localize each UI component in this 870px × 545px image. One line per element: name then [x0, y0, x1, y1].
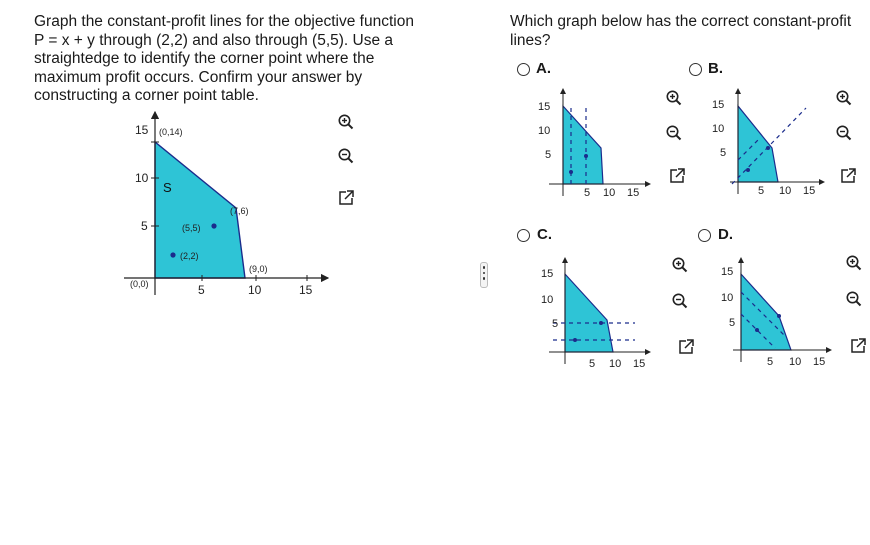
option-d-label: D. — [718, 226, 733, 243]
y-tick-10: 10 — [135, 171, 149, 185]
option-c-popout-button[interactable] — [676, 337, 696, 357]
prompt-line-2: lines? — [510, 31, 551, 49]
x-tick-15: 15 — [299, 283, 313, 297]
option-c-y-tick-15: 15 — [541, 268, 554, 280]
option-a-y-tick-5: 5 — [545, 149, 552, 161]
question-line-5: constructing a corner point table. — [34, 87, 259, 105]
option-d-x-tick-5: 5 — [767, 356, 774, 368]
pane-splitter-handle[interactable] — [480, 262, 488, 288]
prompt-text — [510, 13, 851, 50]
popout-icon — [676, 337, 696, 357]
option-c-x-tick-10: 10 — [609, 358, 622, 370]
option-c-zoom-out-button[interactable] — [670, 291, 690, 311]
main-zoom-out-button[interactable] — [336, 146, 356, 166]
popout-icon — [336, 188, 356, 208]
region-label: S — [163, 180, 172, 195]
option-d-y-tick-15: 15 — [721, 266, 734, 278]
option-a-y-tick-15: 15 — [538, 101, 551, 113]
main-graph — [110, 100, 340, 300]
question-line-3: straightedge to identify the corner point where the — [34, 50, 375, 68]
zoom-out-icon — [336, 146, 356, 166]
option-b-x-tick-10: 10 — [779, 185, 792, 197]
point-label-5-5: (5,5) — [182, 223, 201, 233]
option-b-popout-button[interactable] — [838, 166, 858, 186]
zoom-out-icon — [664, 123, 684, 143]
x-tick-10: 10 — [248, 283, 262, 297]
option-a-radio[interactable] — [517, 63, 530, 76]
point-label-2-2: (2,2) — [180, 251, 199, 261]
option-b-y-tick-15: 15 — [712, 99, 725, 111]
option-c-label: C. — [537, 226, 552, 243]
zoom-in-icon — [834, 88, 854, 108]
option-b-y-tick-5: 5 — [720, 147, 727, 159]
option-c-radio[interactable] — [517, 229, 530, 242]
option-a-zoom-out-button[interactable] — [664, 123, 684, 143]
main-popout-button[interactable] — [336, 188, 356, 208]
option-a-x-tick-10: 10 — [603, 187, 616, 199]
option-a-popout-button[interactable] — [667, 166, 687, 186]
zoom-out-icon — [834, 123, 854, 143]
option-d-x-tick-10: 10 — [789, 356, 802, 368]
popout-icon — [848, 336, 868, 356]
option-b-graph[interactable] — [700, 86, 828, 201]
option-d-graph[interactable] — [705, 256, 835, 374]
question-line-1: Graph the constant-profit lines for the objective function — [34, 13, 414, 30]
main-zoom-in-button[interactable] — [336, 112, 356, 132]
point-label-7-6: (7,6) — [230, 206, 249, 216]
zoom-out-icon — [844, 289, 864, 309]
option-a-y-tick-10: 10 — [538, 125, 551, 137]
point-5-5 — [211, 223, 216, 228]
popout-icon — [838, 166, 858, 186]
question-text — [34, 13, 414, 106]
option-a-zoom-in-button[interactable] — [664, 88, 684, 108]
option-b-radio[interactable] — [689, 63, 702, 76]
question-line-2: P = x + y through (2,2) and also through (5,5). Use a — [34, 31, 394, 49]
point-label-0-14: (0,14) — [159, 127, 183, 137]
option-b-zoom-out-button[interactable] — [834, 123, 854, 143]
popout-icon — [667, 166, 687, 186]
zoom-in-icon — [844, 253, 864, 273]
option-a-x-tick-15: 15 — [627, 187, 640, 199]
y-tick-15: 15 — [135, 123, 149, 137]
zoom-in-icon — [670, 255, 690, 275]
option-b-zoom-in-button[interactable] — [834, 88, 854, 108]
option-d-radio[interactable] — [698, 229, 711, 242]
option-c-x-tick-5: 5 — [589, 358, 596, 370]
x-tick-5: 5 — [198, 283, 205, 297]
option-d-x-tick-15: 15 — [813, 356, 826, 368]
zoom-in-icon — [336, 112, 356, 132]
option-b-y-tick-10: 10 — [712, 123, 725, 135]
option-d-y-tick-10: 10 — [721, 292, 734, 304]
point-2-2 — [170, 252, 175, 257]
option-c-x-tick-15: 15 — [633, 358, 646, 370]
option-c-zoom-in-button[interactable] — [670, 255, 690, 275]
option-c-graph[interactable] — [535, 256, 655, 374]
option-b-x-tick-15: 15 — [803, 185, 816, 197]
point-label-0-0: (0,0) — [130, 279, 149, 289]
option-b-label: B. — [708, 60, 723, 77]
option-c-y-tick-5: 5 — [552, 318, 559, 330]
option-c-y-tick-10: 10 — [541, 294, 554, 306]
option-d-zoom-in-button[interactable] — [844, 253, 864, 273]
option-d-popout-button[interactable] — [848, 336, 868, 356]
option-a-x-tick-5: 5 — [584, 187, 591, 199]
zoom-in-icon — [664, 88, 684, 108]
option-a-graph[interactable] — [535, 86, 655, 201]
option-d-y-tick-5: 5 — [729, 317, 736, 329]
option-d-zoom-out-button[interactable] — [844, 289, 864, 309]
zoom-out-icon — [670, 291, 690, 311]
point-label-9-0: (9,0) — [249, 264, 268, 274]
option-a-label: A. — [536, 60, 551, 77]
prompt-line-1: Which graph below has the correct constant-profit — [510, 13, 852, 30]
question-line-4: maximum profit occurs. Confirm your answer by — [34, 68, 363, 86]
y-tick-5: 5 — [141, 219, 148, 233]
option-b-x-tick-5: 5 — [758, 185, 765, 197]
